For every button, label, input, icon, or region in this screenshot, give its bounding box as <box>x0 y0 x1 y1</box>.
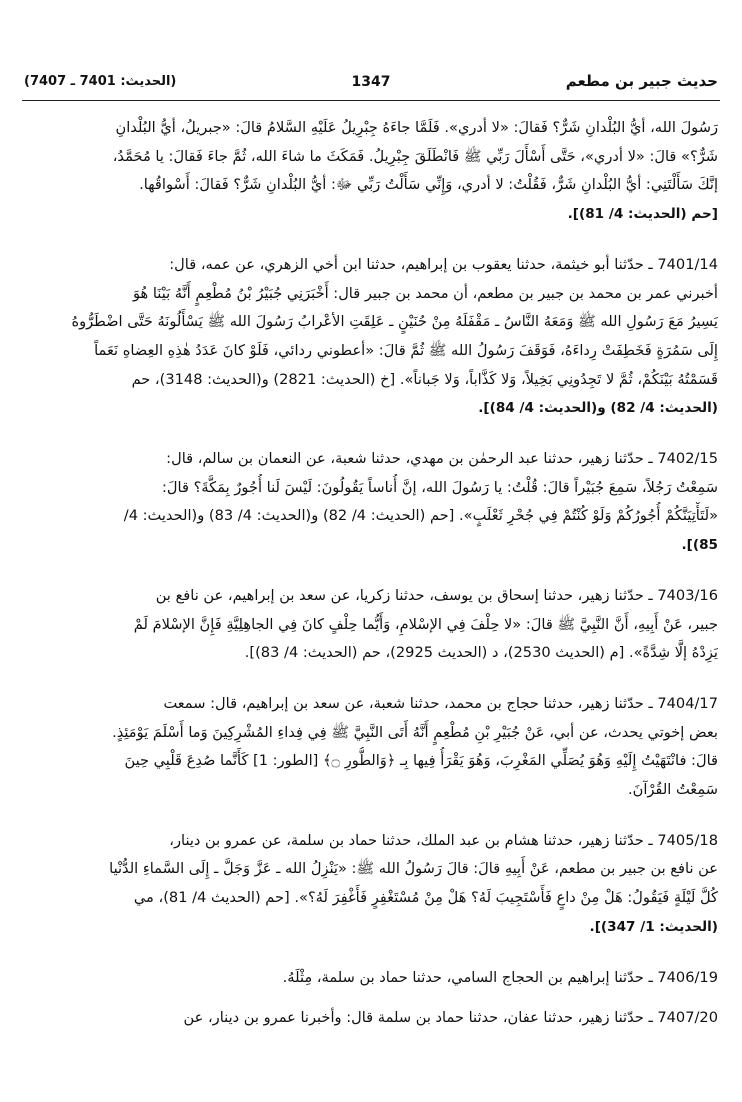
paragraph-gap <box>24 942 718 964</box>
text-line: كُلَّ لَيْلَةٍ فَيَقُولُ: هَلْ مِنْ داعٍ فَأَسْتَجِيبَ لَهُ؟ هَلْ مِنْ مُسْتَغْفِرٍ فَأَغْفِرَ لَهُ؟». [حم (الحديث 4/ 81)، مي <box>133 889 718 907</box>
body-text <box>24 114 718 1033</box>
paragraph-gap <box>24 668 718 690</box>
text-line: إنَّكَ سَأَلْتَنِي: أيُّ البُلْدانِ شَرٌّ، فَقُلْتُ: لا أدري، وَإِنِّي سَأَلْتُ رَبِّي ﷻ: أيُّ البُلْدانِ شَرٌّ؟ فَقالَ: أَسْواقُها. <box>139 176 718 194</box>
text-line: 7403/16 ـ حدّثنا زهير، حدثنا إسحاق بن يوسف، حدثنا زكريا، عن سعد بن إبراهيم، عن نافع بن <box>155 586 718 604</box>
paragraph-gap <box>24 805 718 827</box>
text-line: سَمِعْتُ القُرْآنَ. <box>627 781 718 799</box>
text-line: (الحديث: 4/ 82) و(الحديث: 4/ 84)]. <box>478 400 718 417</box>
text-line: 7401/14 ـ حدّثنا أبو خيثمة، حدثنا يعقوب بن إبراهيم، حدثنا ابن أخي الزهري، عن عمه، قال: <box>169 255 718 273</box>
text-line: شَرٌّ؟» قالَ: «لا أدري»، حَتَّى أَسْأَلَ رَبِّي ﷺ فَانْطَلَقَ جِبْرِيلُ. فَمَكَثَ ما شاءَ الله، ثُمَّ جاءَ فَقالَ: يا مُحَمَّدُ، <box>112 147 718 165</box>
text-line: أخبرني عمر بن محمد بن جبير بن مطعم، أن محمد بن جبير قال: أَخْبَرَنِي جُبَيْرُ بْنُ مُطْعِمٍ أَنَّهُ بَيْنَا هُوَ <box>132 284 718 302</box>
paragraph-gap <box>24 560 718 582</box>
paragraph-gap <box>24 423 718 445</box>
text-line: (الحديث: 1/ 347)]. <box>589 918 718 935</box>
text-line: 85)]. <box>681 537 718 554</box>
text-line: سَمِعْتُ رَجُلاً، سَمِعَ جُبَيْراً قالَ: قُلْتُ: يا رَسُولَ الله، إنَّ أُناساً يَقُولُونَ: لَيْسَ لَنا أُجُورٌ بِمَكَّةَ؟ قالَ: <box>161 478 718 496</box>
text-line: بعض إخوتي يحدث، عن أبي، عَنْ جُبَيْرِ بْنِ مُطْعِمٍ أَنَّهُ أَتَى النَّبِيَّ ﷺ فِي فِداءِ المُشْرِكِينَ وَما أَسْلَمَ يَوْمَئِذٍ. <box>112 723 718 741</box>
text-line: 7407/20 ـ حدّثنا زهير، حدثنا عفان، حدثنا حماد بن سلمة قال: وأخبرنا عمرو بن دينار، عن <box>183 1009 718 1027</box>
text-line: يَزِدْهُ إلَّا شِدَّةً». [م (الحديث 2530)، د (الحديث 2925)، حم (الحديث: 4/ 83)]. <box>244 644 718 662</box>
page-number: 1347 <box>351 74 391 90</box>
text-line: جبير، عَنْ أَبِيهِ، أَنَّ النَّبِيَّ ﷺ قالَ: «لا حِلْفَ فِي الإسْلامِ، وَأَيُّما حِلْفٍ كانَ فِي الجاهِلِيَّةِ فَإِنَّ الإسْلامَ لَمْ <box>133 615 718 633</box>
text-line: 7404/17 ـ حدّثنا زهير، حدثنا حجاج بن محمد، حدثنا شعبة، عن سعد بن إبراهيم، قال: سمعت <box>163 694 718 712</box>
hadith-range: (الحديث: 7401 ـ 7407) <box>24 74 177 89</box>
paragraph-gap <box>24 992 718 1004</box>
text-line: 7402/15 ـ حدّثنا زهير، حدثنا عبد الرحمٰن بن مهدي، حدثنا شعبة، عن النعمان بن سالم، قال: <box>166 450 718 468</box>
text-line: قالَ: فانْتَهَيْتُ إِلَيْهِ وَهُوَ يُصَلِّي المَغْرِبَ، وَهُوَ يَقْرَأُ فِيها بِـ ﴿وَالطُّورِ ۝﴾ [الطور: 1] كَأَنَّما صُدِعَ قَلْبِي حِينَ <box>124 752 718 770</box>
text-line: 7406/19 ـ حدّثنا إبراهيم بن الحجاج السامي، حدثنا حماد بن سلمة، مِثْلَهُ. <box>282 968 718 986</box>
header-rule <box>22 100 720 101</box>
page-header <box>22 68 720 98</box>
chapter-title: حديث جبير بن مطعم <box>565 72 718 90</box>
text-line: 7405/18 ـ حدّثنا زهير، حدثنا هشام بن عبد الملك، حدثنا حماد بن سلمة، عن عمرو بن دينار، <box>169 831 718 849</box>
text-line: عن نافع بن جبير بن مطعم، عَنْ أَبِيهِ قالَ: قالَ رَسُولُ الله ﷺ: «يَنْزِلُ الله ـ عَزَّ وَجَلَّ ـ إِلَى السَّماءِ الدُّنْيا <box>109 860 718 878</box>
text-line: [حم (الحديث: 4/ 81)]. <box>567 206 718 223</box>
text-line: إِلَى سَمُرَةٍ فَخَطِفَتْ رِداءَهُ، فَوَقَفَ رَسُولُ الله ﷺ ثُمَّ قالَ: «أعطوني ردائي، فَلَوْ كانَ عَدَدُ هٰذِهِ العِضاهِ نَعَماً <box>94 341 718 359</box>
paragraph-gap <box>24 229 718 251</box>
text-line: رَسُولَ الله، أيُّ البُلْدانِ شَرٌّ؟ فَقالَ: «لا أدري». فَلَمَّا جاءَهُ جِبْرِيلُ عَلَيْهِ السَّلامُ قالَ: «جبريلُ، أيُّ البُلْدانِ <box>115 119 718 136</box>
text-line: قَسَمْتُهُ بَيْنَكُمْ، ثُمَّ لا تَجِدُونِي بَخِيلاً، وَلا كَذَّاباً، وَلا جَباناً». [خ (الحديث: 2821) و(الحديث: 3148)، حم <box>131 370 718 388</box>
text-line: «لَتَأْتِيَنَّكُمْ أُجُورُكُمْ وَلَوْ كُنْتُمْ فِي جُحْرِ ثَعْلَبٍ». [حم (الحديث: 4/ 82) و(الحديث: 4/ 83) و(الحديث: 4/ <box>123 507 718 525</box>
text-line: يَسِيرُ مَعَ رَسُولِ الله ﷺ وَمَعَهُ النَّاسُ ـ مَقْفَلَهُ مِنْ حُنَيْنٍ ـ عَلِقَتِ الأعْرابُ رَسُولَ الله ﷺ يَسْأَلُونَهُ حَتَّى اضْطَرُّوهُ <box>71 313 718 331</box>
